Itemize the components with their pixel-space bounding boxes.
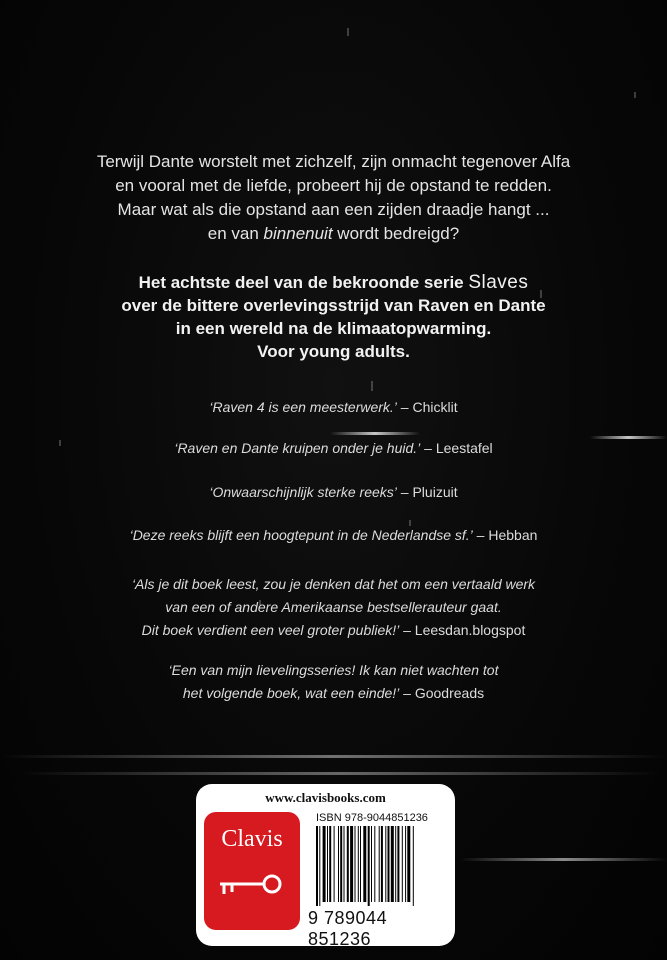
- barcode-bar: [374, 826, 375, 902]
- barcode-bar: [334, 826, 335, 902]
- barcode-bar: [395, 826, 396, 902]
- barcode-label: [196, 784, 455, 949]
- synopsis-line: Terwijl Dante worstelt met zichzelf, zijn onmacht tegenover Alfa: [96, 152, 571, 171]
- barcode-bar: [329, 826, 331, 902]
- barcode-bar: [363, 826, 366, 902]
- publisher-logo: [204, 812, 300, 930]
- barcode-bar: [379, 826, 380, 902]
- barcode-bar: [385, 826, 386, 902]
- barcode-bar: [413, 826, 414, 906]
- light-streak: [0, 755, 667, 758]
- barcode-bar: [368, 826, 370, 906]
- barcode-bar: [350, 826, 353, 902]
- barcode-bar: [323, 826, 326, 902]
- blurb-line: in een wereld na de klimaatopwarming.: [175, 319, 492, 338]
- publisher-name: Clavis: [221, 826, 283, 852]
- barcode-digits: 9 789044 851236: [308, 908, 388, 949]
- review-quote: ‘Deze reeks blijft een hoogtepunt in de Nederlandse sf.’ – Hebban: [129, 527, 538, 543]
- blurb-line: Voor young adults.: [257, 342, 410, 361]
- synopsis-line: Maar wat als die opstand aan een zijden draadje hangt ...: [117, 200, 550, 219]
- light-streak: [330, 432, 420, 435]
- barcode-bar: [355, 826, 356, 902]
- barcode-bar: [327, 826, 328, 902]
- barcode-bar: [405, 826, 406, 902]
- synopsis-line: en van binnenuit wordt bedreigd?: [207, 224, 460, 243]
- light-streak: [460, 858, 667, 861]
- barcode-bar: [388, 826, 390, 902]
- barcode-bar: [319, 826, 320, 906]
- barcode-bar: [338, 826, 339, 902]
- series-name: Slaves: [468, 272, 529, 293]
- barcode-bar: [347, 826, 349, 902]
- barcode-bar: [397, 826, 399, 902]
- review-quote: ‘Raven en Dante kruipen onder je huid.’ – Leestafel: [174, 440, 493, 456]
- barcode: [316, 826, 448, 906]
- barcode-bar: [407, 826, 410, 902]
- key-icon: [218, 874, 286, 898]
- synopsis: [0, 150, 667, 246]
- review-quote: ‘Onwaarschijnlijk sterke reeks’ – Pluizuit: [209, 484, 458, 500]
- barcode-bar: [402, 826, 403, 902]
- barcode-bar: [371, 826, 372, 902]
- barcode-bar: [340, 826, 342, 902]
- blurb-line: over de bittere overlevingsstrijd van Raven en Dante: [121, 296, 546, 315]
- barcode-bar: [381, 826, 383, 902]
- review-quote: ‘Raven 4 is een meesterwerk.’ – Chicklit: [209, 399, 458, 415]
- synopsis-line: en vooral met de liefde, probeert hij de opstand te redden.: [115, 176, 552, 195]
- blurb-line: Het achtste deel van de bekroonde serie Slaves: [138, 272, 529, 293]
- review-quote: ‘Een van mijn lievelingsseries! Ik kan niet wachten tot het volgende boek, wat een einde!’ – Goodreads: [168, 662, 499, 701]
- isbn-text: ISBN 978-9044851236: [316, 812, 428, 824]
- series-blurb: [0, 271, 667, 363]
- barcode-bar: [358, 826, 359, 902]
- barcode-bar: [360, 826, 361, 902]
- light-streak: [20, 772, 660, 775]
- publisher-url[interactable]: www.clavisbooks.com: [265, 790, 386, 805]
- barcode-bar: [344, 826, 345, 902]
- barcode-bar: [316, 826, 318, 906]
- review-quote: ‘Als je dit boek leest, zou je denken dat het om een vertaald werk van een of andere Amerikaanse bestsellerauteur gaat. Dit boek verdient een veel groter publiek!’ – Leesdan.blogspot: [131, 576, 536, 638]
- barcode-bar: [391, 826, 394, 902]
